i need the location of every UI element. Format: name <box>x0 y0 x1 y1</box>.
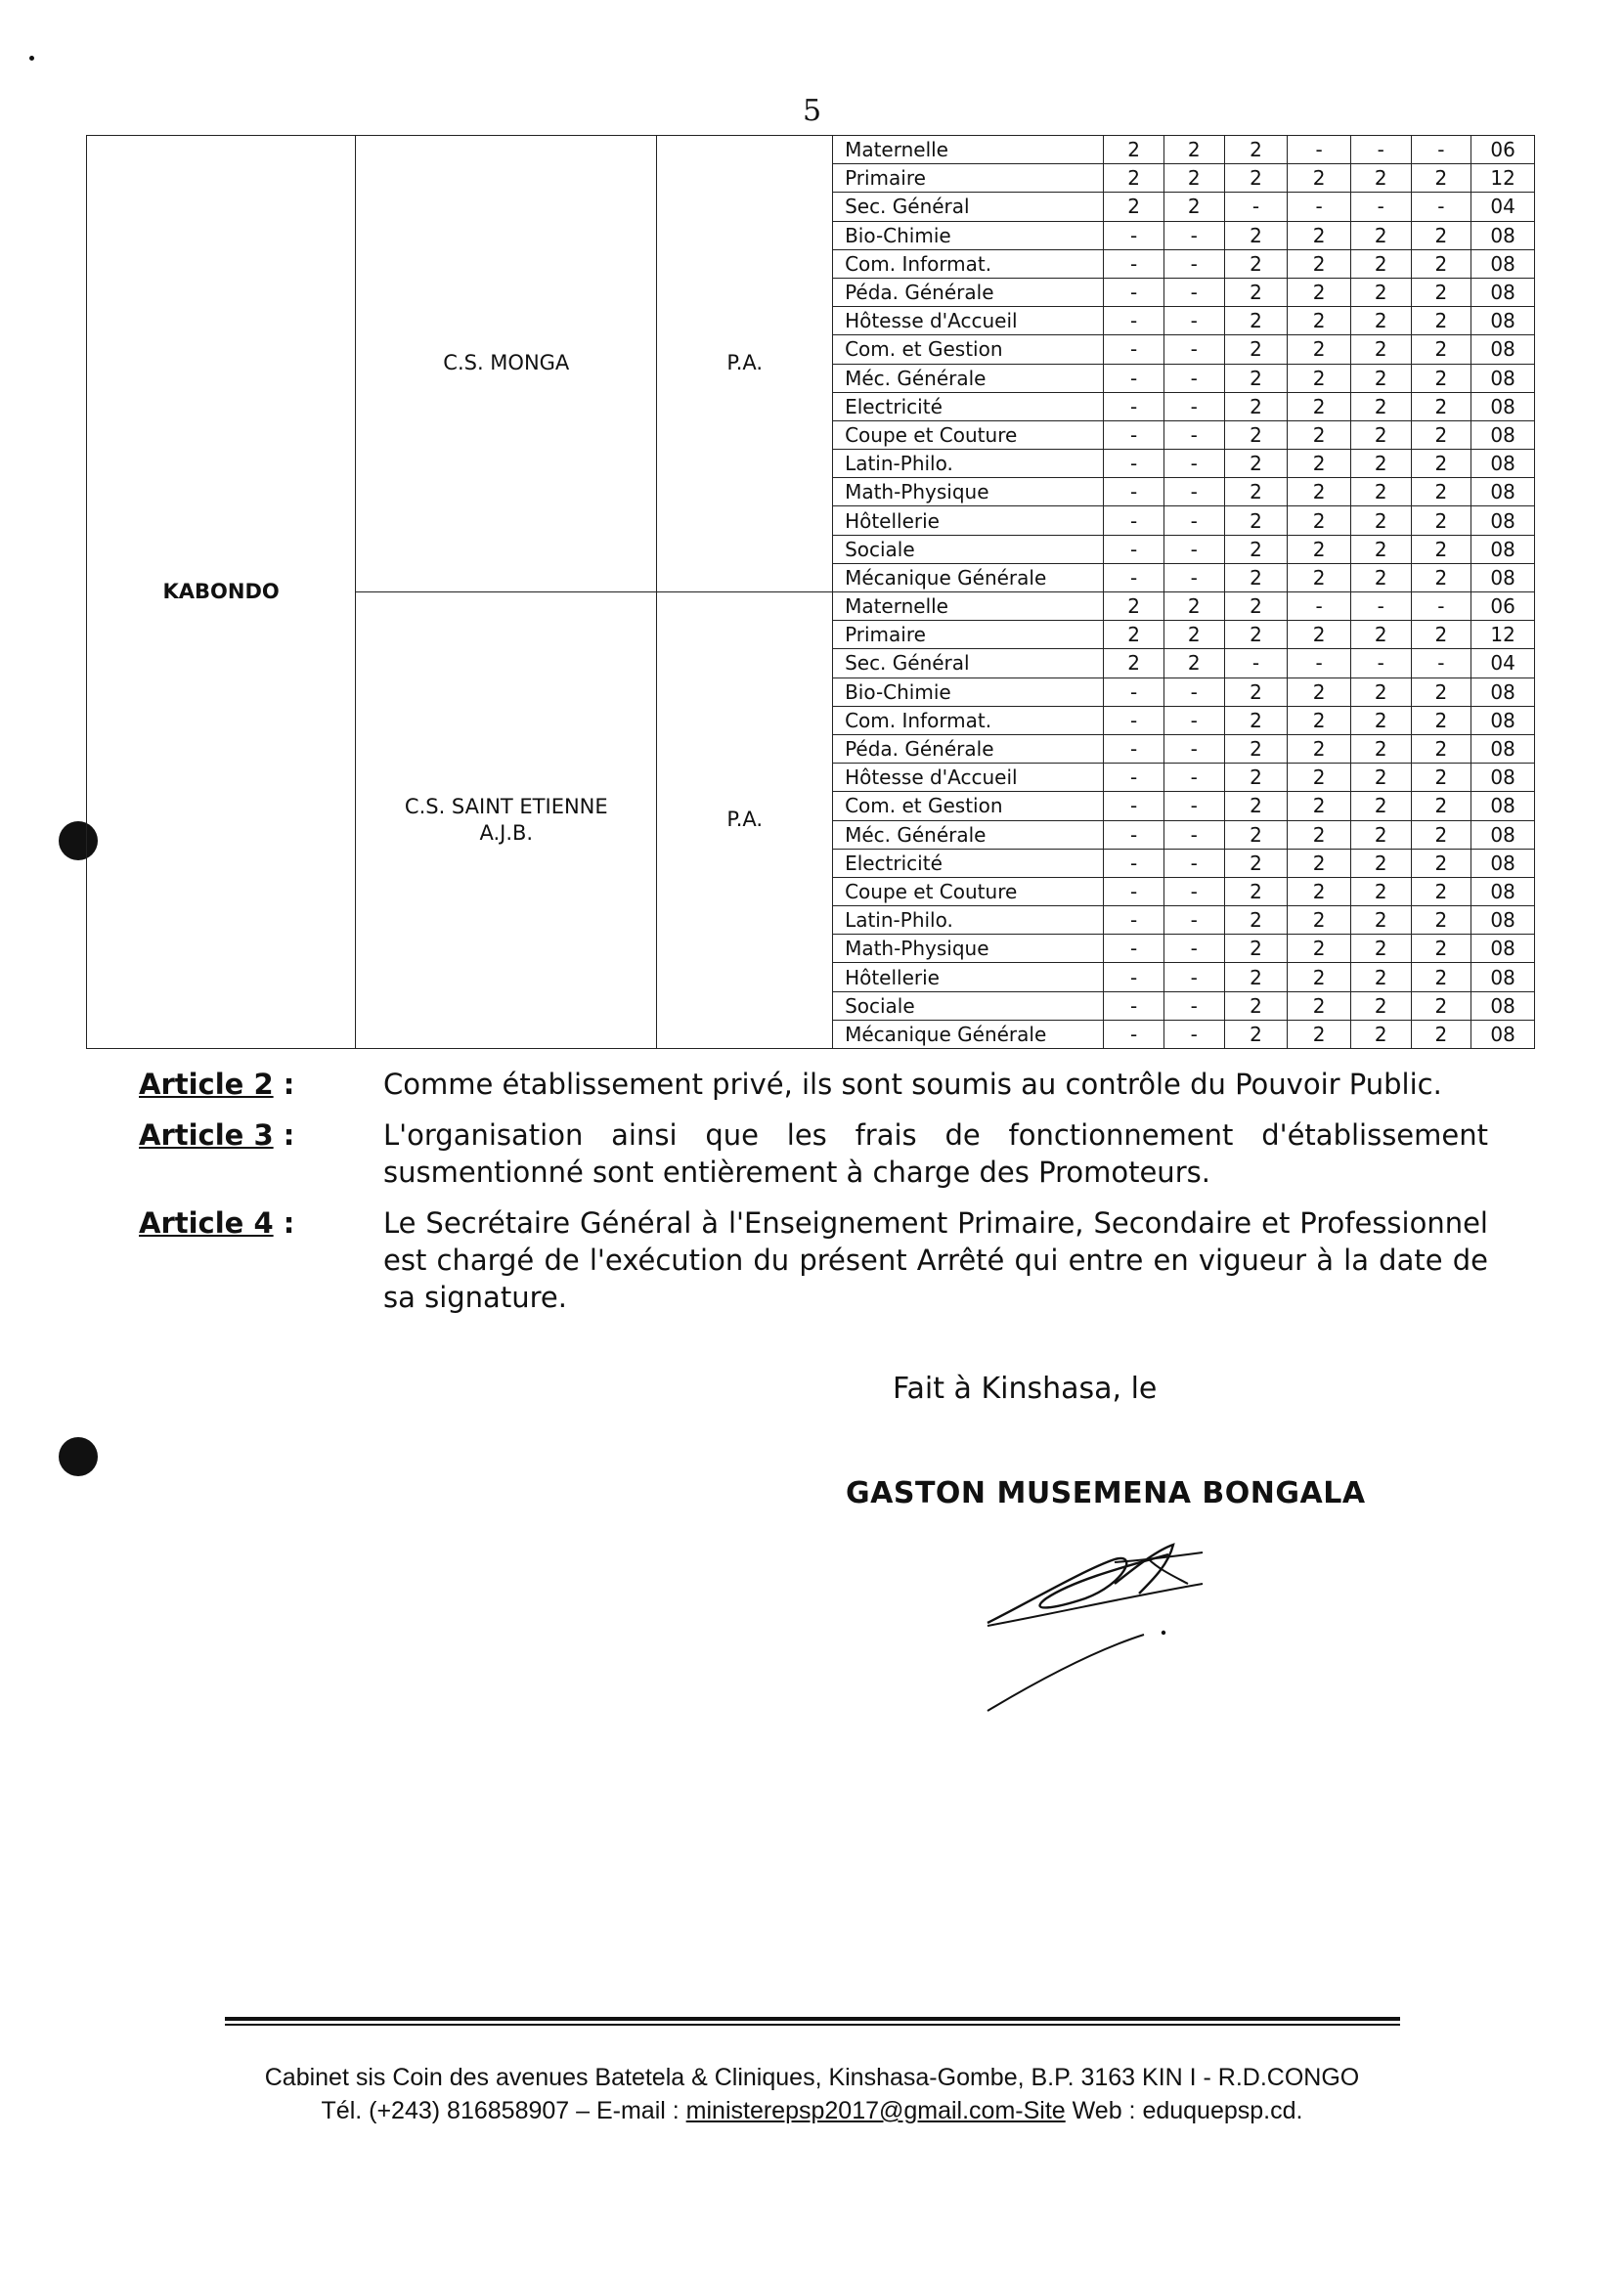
class-count-cell: - <box>1411 193 1471 221</box>
class-count-cell: 2 <box>1224 592 1288 621</box>
article-text: Le Secrétaire Général à l'Enseignement Primaire, Secondaire et Professionnel est chargé de l'exécution du présent Arrêté qui entre en vigueur à la date de sa signature. <box>383 1206 1488 1314</box>
class-count-cell: 2 <box>1288 506 1351 535</box>
class-count-cell: 2 <box>1350 991 1411 1020</box>
class-count-cell: 2 <box>1224 1020 1288 1048</box>
class-count-cell: 2 <box>1224 335 1288 364</box>
class-count-cell: 2 <box>1224 792 1288 820</box>
schools-table <box>86 135 1535 1049</box>
filiere-cell: Coupe et Couture <box>833 877 1104 905</box>
total-cell: 08 <box>1471 506 1535 535</box>
article-text: L'organisation ainsi que les frais de fonctionnement d'établissement susmentionné sont entièrement à charge des Promoteurs. <box>383 1118 1488 1189</box>
class-count-cell: - <box>1163 392 1224 420</box>
filiere-cell: Math-Physique <box>833 935 1104 963</box>
class-count-cell: 2 <box>1224 278 1288 306</box>
class-count-cell: - <box>1163 1020 1224 1048</box>
class-count-cell: 2 <box>1288 478 1351 506</box>
class-count-cell: 2 <box>1224 734 1288 763</box>
filiere-cell: Com. et Gestion <box>833 335 1104 364</box>
class-count-cell: - <box>1163 307 1224 335</box>
class-count-cell: 2 <box>1288 278 1351 306</box>
class-count-cell: 2 <box>1288 1020 1351 1048</box>
total-cell: 08 <box>1471 307 1535 335</box>
class-count-cell: - <box>1104 678 1164 706</box>
class-count-cell: 2 <box>1224 506 1288 535</box>
class-count-cell: - <box>1163 535 1224 563</box>
class-count-cell: 2 <box>1288 392 1351 420</box>
class-count-cell: 2 <box>1224 906 1288 935</box>
establishment-name-cell <box>356 136 657 592</box>
filiere-cell: Sociale <box>833 991 1104 1020</box>
class-count-cell: - <box>1104 335 1164 364</box>
class-count-cell: 2 <box>1350 877 1411 905</box>
class-count-cell: 2 <box>1224 963 1288 991</box>
class-count-cell: 2 <box>1288 535 1351 563</box>
total-cell: 08 <box>1471 392 1535 420</box>
class-count-cell: - <box>1104 506 1164 535</box>
total-cell: 06 <box>1471 136 1535 164</box>
class-count-cell: 2 <box>1224 706 1288 734</box>
class-count-cell: 2 <box>1224 535 1288 563</box>
class-count-cell: 2 <box>1224 849 1288 877</box>
class-count-cell: 2 <box>1224 678 1288 706</box>
class-count-cell: 2 <box>1288 164 1351 193</box>
total-cell: 08 <box>1471 678 1535 706</box>
page-number: 5 <box>802 94 822 128</box>
total-cell: 08 <box>1471 906 1535 935</box>
handwritten-signature <box>968 1525 1320 1721</box>
class-count-cell: - <box>1163 877 1224 905</box>
filiere-cell: Latin-Philo. <box>833 906 1104 935</box>
filiere-cell: Méc. Générale <box>833 820 1104 849</box>
regime-cell: P.A. <box>657 592 833 1049</box>
class-count-cell: 2 <box>1224 935 1288 963</box>
total-cell: 08 <box>1471 935 1535 963</box>
filiere-cell: Primaire <box>833 164 1104 193</box>
class-count-cell: 2 <box>1224 136 1288 164</box>
class-count-cell: 2 <box>1411 278 1471 306</box>
class-count-cell: 2 <box>1163 136 1224 164</box>
class-count-cell: 2 <box>1288 935 1351 963</box>
class-count-cell: 2 <box>1411 535 1471 563</box>
class-count-cell: 2 <box>1224 820 1288 849</box>
class-count-cell: 2 <box>1411 678 1471 706</box>
class-count-cell: - <box>1163 706 1224 734</box>
total-cell: 08 <box>1471 364 1535 392</box>
filiere-cell: Mécanique Générale <box>833 563 1104 591</box>
total-cell: 12 <box>1471 164 1535 193</box>
binder-hole-dot <box>29 56 34 61</box>
class-count-cell: 2 <box>1288 820 1351 849</box>
class-count-cell: - <box>1163 906 1224 935</box>
total-cell: 08 <box>1471 478 1535 506</box>
class-count-cell: 2 <box>1411 792 1471 820</box>
articles-section <box>139 1066 1488 1330</box>
class-count-cell: - <box>1224 193 1288 221</box>
class-count-cell: 2 <box>1350 478 1411 506</box>
class-count-cell: 2 <box>1224 221 1288 249</box>
class-count-cell: 2 <box>1350 450 1411 478</box>
filiere-cell: Péda. Générale <box>833 278 1104 306</box>
class-count-cell: 2 <box>1350 420 1411 449</box>
class-count-cell: - <box>1104 792 1164 820</box>
class-count-cell: - <box>1104 478 1164 506</box>
class-count-cell: - <box>1163 963 1224 991</box>
class-count-cell: - <box>1104 734 1164 763</box>
total-cell: 08 <box>1471 734 1535 763</box>
class-count-cell: - <box>1163 450 1224 478</box>
footer-rule <box>225 2024 1400 2026</box>
class-count-cell: 2 <box>1163 193 1224 221</box>
article-text: Comme établissement privé, ils sont soumis au contrôle du Pouvoir Public. <box>383 1068 1442 1101</box>
class-count-cell: 2 <box>1411 1020 1471 1048</box>
class-count-cell: 2 <box>1411 221 1471 249</box>
class-count-cell: - <box>1104 392 1164 420</box>
class-count-cell: - <box>1104 278 1164 306</box>
class-count-cell: - <box>1163 849 1224 877</box>
class-count-cell: 2 <box>1288 249 1351 278</box>
total-cell: 08 <box>1471 877 1535 905</box>
article-3: Article 3 : L'organisation ainsi que les frais de fonctionnement d'établissement susmentionné sont entièrement à charge des Promoteurs. <box>139 1118 1488 1189</box>
class-count-cell: 2 <box>1288 734 1351 763</box>
filiere-cell: Electricité <box>833 392 1104 420</box>
class-count-cell: 2 <box>1288 963 1351 991</box>
filiere-cell: Com. Informat. <box>833 706 1104 734</box>
class-count-cell: - <box>1104 420 1164 449</box>
place-date: Fait à Kinshasa, le <box>893 1372 1158 1406</box>
class-count-cell: 2 <box>1411 478 1471 506</box>
class-count-cell: 2 <box>1224 877 1288 905</box>
class-count-cell: 2 <box>1350 506 1411 535</box>
class-count-cell: - <box>1288 193 1351 221</box>
total-cell: 08 <box>1471 764 1535 792</box>
class-count-cell: 2 <box>1224 450 1288 478</box>
class-count-cell: - <box>1104 849 1164 877</box>
class-count-cell: - <box>1350 136 1411 164</box>
article-label: Article 2 <box>139 1068 274 1101</box>
establishment-name-cell <box>356 592 657 1049</box>
class-count-cell: 2 <box>1224 478 1288 506</box>
class-count-cell: 2 <box>1411 963 1471 991</box>
table-row <box>87 136 1535 164</box>
footer-email: ministerepsp2017@gmail.com-Site <box>685 2097 1066 2124</box>
total-cell: 08 <box>1471 963 1535 991</box>
class-count-cell: 2 <box>1288 991 1351 1020</box>
class-count-cell: 2 <box>1350 678 1411 706</box>
class-count-cell: 2 <box>1411 249 1471 278</box>
class-count-cell: 2 <box>1224 392 1288 420</box>
class-count-cell: - <box>1104 1020 1164 1048</box>
total-cell: 08 <box>1471 792 1535 820</box>
class-count-cell: 2 <box>1411 506 1471 535</box>
class-count-cell: 2 <box>1224 621 1288 649</box>
class-count-cell: 2 <box>1411 820 1471 849</box>
class-count-cell: 2 <box>1104 621 1164 649</box>
total-cell: 08 <box>1471 563 1535 591</box>
class-count-cell: - <box>1350 649 1411 678</box>
class-count-cell: - <box>1104 364 1164 392</box>
commune-cell: KABONDO <box>87 136 356 1049</box>
total-cell: 08 <box>1471 420 1535 449</box>
filiere-cell: Sociale <box>833 535 1104 563</box>
class-count-cell: 2 <box>1288 450 1351 478</box>
establishment-name-line: A.J.B. <box>479 821 534 845</box>
filiere-cell: Bio-Chimie <box>833 678 1104 706</box>
article-2: Article 2 : Comme établissement privé, ils sont soumis au contrôle du Pouvoir Public. <box>139 1066 1488 1103</box>
establishment-name-line: C.S. SAINT ETIENNE <box>404 794 608 818</box>
class-count-cell: 2 <box>1411 877 1471 905</box>
filiere-cell: Hôtellerie <box>833 506 1104 535</box>
class-count-cell: 2 <box>1288 621 1351 649</box>
total-cell: 04 <box>1471 193 1535 221</box>
class-count-cell: 2 <box>1350 764 1411 792</box>
class-count-cell: 2 <box>1411 420 1471 449</box>
class-count-cell: 2 <box>1163 621 1224 649</box>
class-count-cell: - <box>1104 221 1164 249</box>
class-count-cell: 2 <box>1288 792 1351 820</box>
class-count-cell: 2 <box>1411 764 1471 792</box>
filiere-cell: Hôtesse d'Accueil <box>833 764 1104 792</box>
class-count-cell: 2 <box>1350 734 1411 763</box>
filiere-cell: Hôtellerie <box>833 963 1104 991</box>
class-count-cell: - <box>1163 506 1224 535</box>
class-count-cell: 2 <box>1411 906 1471 935</box>
class-count-cell: 2 <box>1350 335 1411 364</box>
class-count-cell: - <box>1104 935 1164 963</box>
footer-rule <box>225 2017 1400 2021</box>
class-count-cell: 2 <box>1411 935 1471 963</box>
regime-cell: P.A. <box>657 136 833 592</box>
class-count-cell: - <box>1350 592 1411 621</box>
class-count-cell: - <box>1163 820 1224 849</box>
total-cell: 08 <box>1471 535 1535 563</box>
class-count-cell: - <box>1104 764 1164 792</box>
class-count-cell: 2 <box>1350 392 1411 420</box>
class-count-cell: - <box>1104 906 1164 935</box>
filiere-cell: Com. et Gestion <box>833 792 1104 820</box>
class-count-cell: 2 <box>1288 764 1351 792</box>
class-count-cell: 2 <box>1288 563 1351 591</box>
class-count-cell: 2 <box>1411 392 1471 420</box>
binder-hole-dot <box>59 1437 98 1476</box>
class-count-cell: 2 <box>1350 535 1411 563</box>
class-count-cell: 2 <box>1350 849 1411 877</box>
class-count-cell: - <box>1163 935 1224 963</box>
class-count-cell: - <box>1163 563 1224 591</box>
filiere-cell: Primaire <box>833 621 1104 649</box>
class-count-cell: - <box>1163 221 1224 249</box>
class-count-cell: 2 <box>1163 164 1224 193</box>
class-count-cell: - <box>1288 592 1351 621</box>
class-count-cell: 2 <box>1104 592 1164 621</box>
filiere-cell: Coupe et Couture <box>833 420 1104 449</box>
class-count-cell: - <box>1411 136 1471 164</box>
class-count-cell: 2 <box>1224 249 1288 278</box>
class-count-cell: - <box>1163 764 1224 792</box>
class-count-cell: 2 <box>1288 221 1351 249</box>
filiere-cell: Sec. Général <box>833 193 1104 221</box>
class-count-cell: 2 <box>1224 563 1288 591</box>
class-count-cell: 2 <box>1163 649 1224 678</box>
filiere-cell: Péda. Générale <box>833 734 1104 763</box>
total-cell: 06 <box>1471 592 1535 621</box>
filiere-cell: Hôtesse d'Accueil <box>833 307 1104 335</box>
class-count-cell: 2 <box>1224 364 1288 392</box>
class-count-cell: 2 <box>1224 307 1288 335</box>
class-count-cell: - <box>1104 706 1164 734</box>
class-count-cell: 2 <box>1350 1020 1411 1048</box>
class-count-cell: 2 <box>1224 764 1288 792</box>
class-count-cell: - <box>1104 307 1164 335</box>
footer-address: Cabinet sis Coin des avenues Batetela & Cliniques, Kinshasa-Gombe, B.P. 3163 KIN I - R.D.CONGO <box>264 2064 1360 2091</box>
class-count-cell: 2 <box>1288 335 1351 364</box>
class-count-cell: 2 <box>1411 849 1471 877</box>
class-count-cell: 2 <box>1350 935 1411 963</box>
class-count-cell: 2 <box>1288 678 1351 706</box>
class-count-cell: 2 <box>1411 706 1471 734</box>
class-count-cell: 2 <box>1411 734 1471 763</box>
class-count-cell: 2 <box>1288 307 1351 335</box>
class-count-cell: - <box>1163 278 1224 306</box>
class-count-cell: - <box>1163 249 1224 278</box>
filiere-cell: Mécanique Générale <box>833 1020 1104 1048</box>
total-cell: 08 <box>1471 450 1535 478</box>
total-cell: 08 <box>1471 278 1535 306</box>
class-count-cell: 2 <box>1224 420 1288 449</box>
filiere-cell: Sec. Général <box>833 649 1104 678</box>
filiere-cell: Com. Informat. <box>833 249 1104 278</box>
article-4: Article 4 : Le Secrétaire Général à l'Enseignement Primaire, Secondaire et Professionnel est chargé de l'exécution du présent Arrêté qui entre en vigueur à la date de sa signature. <box>139 1206 1488 1314</box>
class-count-cell: 2 <box>1104 136 1164 164</box>
class-count-cell: 2 <box>1411 450 1471 478</box>
class-count-cell: - <box>1104 450 1164 478</box>
total-cell: 08 <box>1471 1020 1535 1048</box>
class-count-cell: 2 <box>1104 164 1164 193</box>
class-count-cell: 2 <box>1350 307 1411 335</box>
class-count-cell: - <box>1163 364 1224 392</box>
class-count-cell: 2 <box>1411 307 1471 335</box>
class-count-cell: 2 <box>1350 249 1411 278</box>
total-cell: 08 <box>1471 849 1535 877</box>
class-count-cell: 2 <box>1350 278 1411 306</box>
class-count-cell: - <box>1163 335 1224 364</box>
article-label: Article 3 <box>139 1118 274 1152</box>
class-count-cell: 2 <box>1288 420 1351 449</box>
total-cell: 08 <box>1471 249 1535 278</box>
signatory-name: GASTON MUSEMENA BONGALA <box>846 1476 1366 1510</box>
filiere-cell: Maternelle <box>833 592 1104 621</box>
class-count-cell: 2 <box>1350 563 1411 591</box>
class-count-cell: - <box>1163 420 1224 449</box>
total-cell: 08 <box>1471 820 1535 849</box>
class-count-cell: - <box>1104 877 1164 905</box>
total-cell: 08 <box>1471 221 1535 249</box>
article-label: Article 4 <box>139 1206 274 1240</box>
class-count-cell: 2 <box>1288 849 1351 877</box>
class-count-cell: 2 <box>1104 193 1164 221</box>
class-count-cell: - <box>1350 193 1411 221</box>
class-count-cell: 2 <box>1350 963 1411 991</box>
class-count-cell: - <box>1288 649 1351 678</box>
class-count-cell: 2 <box>1350 792 1411 820</box>
class-count-cell: 2 <box>1350 820 1411 849</box>
class-count-cell: - <box>1288 136 1351 164</box>
filiere-cell: Electricité <box>833 849 1104 877</box>
total-cell: 08 <box>1471 706 1535 734</box>
class-count-cell: - <box>1163 792 1224 820</box>
filiere-cell: Bio-Chimie <box>833 221 1104 249</box>
footer-contact: Tél. (+243) 816858907 – E-mail : ministerepsp2017@gmail.com-Site Web : eduquepsp.cd. <box>321 2097 1303 2124</box>
class-count-cell: 2 <box>1350 364 1411 392</box>
class-count-cell: - <box>1163 678 1224 706</box>
class-count-cell: 2 <box>1350 164 1411 193</box>
class-count-cell: - <box>1104 963 1164 991</box>
class-count-cell: - <box>1104 820 1164 849</box>
class-count-cell: 2 <box>1411 335 1471 364</box>
class-count-cell: 2 <box>1104 649 1164 678</box>
filiere-cell: Math-Physique <box>833 478 1104 506</box>
class-count-cell: - <box>1224 649 1288 678</box>
class-count-cell: 2 <box>1163 592 1224 621</box>
class-count-cell: - <box>1104 535 1164 563</box>
class-count-cell: - <box>1411 649 1471 678</box>
class-count-cell: 2 <box>1411 364 1471 392</box>
class-count-cell: 2 <box>1224 164 1288 193</box>
class-count-cell: - <box>1163 478 1224 506</box>
class-count-cell: - <box>1411 592 1471 621</box>
class-count-cell: 2 <box>1350 621 1411 649</box>
class-count-cell: - <box>1104 563 1164 591</box>
class-count-cell: 2 <box>1411 563 1471 591</box>
filiere-cell: Méc. Générale <box>833 364 1104 392</box>
total-cell: 04 <box>1471 649 1535 678</box>
class-count-cell: 2 <box>1411 991 1471 1020</box>
class-count-cell: 2 <box>1411 621 1471 649</box>
class-count-cell: - <box>1163 991 1224 1020</box>
class-count-cell: 2 <box>1350 706 1411 734</box>
filiere-cell: Latin-Philo. <box>833 450 1104 478</box>
total-cell: 12 <box>1471 621 1535 649</box>
class-count-cell: 2 <box>1288 364 1351 392</box>
total-cell: 08 <box>1471 991 1535 1020</box>
class-count-cell: 2 <box>1288 706 1351 734</box>
class-count-cell: - <box>1104 249 1164 278</box>
total-cell: 08 <box>1471 335 1535 364</box>
class-count-cell: 2 <box>1288 906 1351 935</box>
filiere-cell: Maternelle <box>833 136 1104 164</box>
establishment-name-line: C.S. MONGA <box>443 351 570 375</box>
class-count-cell: 2 <box>1224 991 1288 1020</box>
class-count-cell: - <box>1104 991 1164 1020</box>
class-count-cell: 2 <box>1288 877 1351 905</box>
class-count-cell: - <box>1163 734 1224 763</box>
class-count-cell: 2 <box>1350 906 1411 935</box>
class-count-cell: 2 <box>1411 164 1471 193</box>
class-count-cell: 2 <box>1350 221 1411 249</box>
